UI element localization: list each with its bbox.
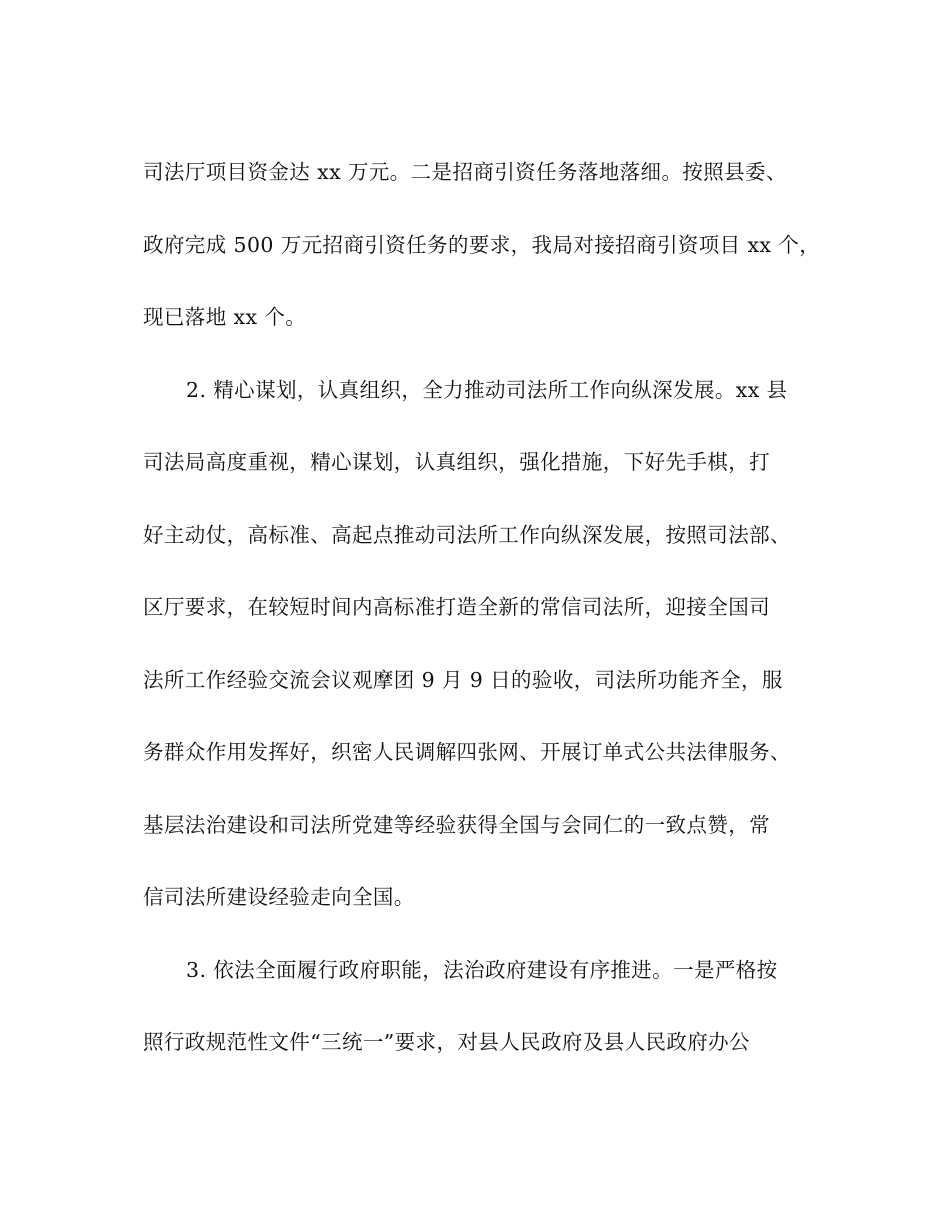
text-line: 司法厅项目资金达 xx 万元。二是招商引资任务落地落细。按照县委、 [143, 160, 787, 184]
text-line: 政府完成 500 万元招商引资任务的要求，我局对接招商引资项目 xx 个， [143, 232, 821, 257]
text-line: 区厅要求，在较短时间内高标准打造全新的常信司法所，迎接全国司 [143, 595, 770, 619]
text-line: 司法局高度重视，精心谋划，认真组织，强化措施，下好先手棋，打 [143, 450, 770, 474]
document-body [143, 136, 821, 1079]
paragraph-start-line: 3. 依法全面履行政府职能，法治政府建设有序推进。一是严格按 [186, 957, 778, 982]
text-line: 务群众作用发挥好，织密人民调解四张网、开展订单式公共法律服务、 [143, 740, 791, 764]
text-line: 信司法所建设经验走向全国。 [143, 885, 415, 909]
text-line: 法所工作经验交流会议观摩团 9 月 9 日的验收，司法所功能齐全，服 [143, 667, 783, 692]
text-line: 照行政规范性文件“三统一”要求，对县人民政府及县人民政府办公 [143, 1030, 750, 1054]
text-line: 现已落地 xx 个。 [143, 305, 307, 329]
text-line: 好主动仗，高标准、高起点推动司法所工作向纵深发展，按照司法部、 [143, 522, 791, 547]
paragraph-start-line: 2. 精心谋划，认真组织，全力推动司法所工作向纵深发展。xx 县 [186, 377, 788, 402]
text-line: 基层法治建设和司法所党建等经验获得全国与会同仁的一致点赞，常 [143, 812, 770, 837]
